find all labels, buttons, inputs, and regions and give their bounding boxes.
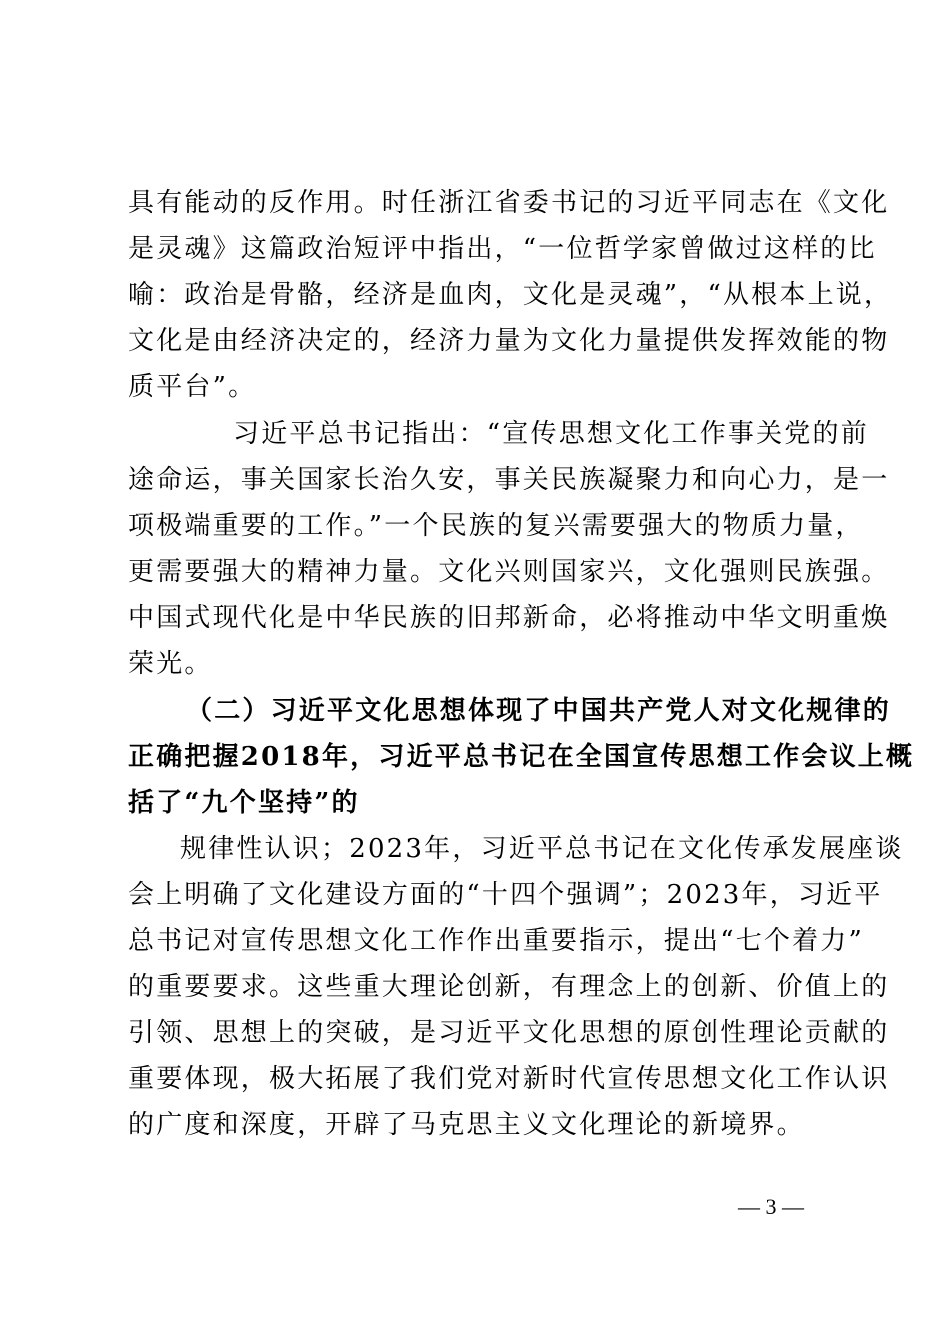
text-line: 具有能动的反作用。时任浙江省委书记的习近平同志在《文化 bbox=[128, 188, 890, 218]
paragraph-2 bbox=[128, 411, 890, 687]
text-line: 习近平总书记指出：“宣传思想文化工作事关党的前 bbox=[233, 419, 869, 449]
text-line: 更需要强大的精神力量。文化兴则国家兴，文化强则民族强。 bbox=[128, 557, 890, 587]
text-line: 总书记对宣传思想文化工作作出重要指示，提出“七个着力” bbox=[128, 926, 864, 956]
text-line: 的广度和深度，开辟了马克思主义文化理论的新境界。 bbox=[128, 1110, 805, 1140]
text-line: 是灵魂》这篇政治短评中指出，“一位哲学家曾做过这样的比 bbox=[128, 234, 877, 264]
page-number: — 3 — bbox=[738, 1194, 804, 1219]
text-line: 项极端重要的工作。”一个民族的复兴需要强大的物质力量， bbox=[128, 511, 864, 541]
text-line: 喻：政治是骨骼，经济是血肉，文化是灵魂”，“从根本上说， bbox=[128, 280, 893, 310]
text-line: 途命运，事关国家长治久安，事关民族凝聚力和向心力，是一 bbox=[128, 465, 890, 495]
text-line: 引领、思想上的突破，是习近平文化思想的原创性理论贡献的 bbox=[128, 1018, 890, 1048]
paragraph-1 bbox=[128, 180, 893, 410]
paragraph-4 bbox=[128, 826, 904, 1148]
text-line: 文化是由经济决定的，经济力量为文化力量提供发挥效能的物 bbox=[128, 326, 890, 356]
text-line: 重要体现，极大拓展了我们党对新时代宣传思想文化工作认识 bbox=[128, 1064, 890, 1094]
text-line: 质平台”。 bbox=[128, 372, 257, 402]
text-line: 中国式现代化是中华民族的旧邦新命，必将推动中华文明重焕 bbox=[128, 603, 890, 633]
text-line: 规律性认识；2023年，习近平总书记在文化传承发展座谈 bbox=[180, 834, 904, 864]
text-line: 会上明确了文化建设方面的“十四个强调”；2023年，习近平 bbox=[128, 880, 883, 910]
section-heading-line: （二）习近平文化思想体现了中国共产党人对文化规律的 bbox=[186, 696, 892, 726]
text-line: 的重要要求。这些重大理论创新，有理念上的创新、价值上的 bbox=[128, 972, 890, 1002]
section-heading-paragraph bbox=[128, 688, 915, 826]
section-heading-line: 括了“九个坚持”的 bbox=[128, 788, 360, 818]
section-heading-line: 正确把握2018年，习近平总书记在全国宣传思想工作会议上概 bbox=[128, 742, 915, 772]
text-line: 荣光。 bbox=[128, 649, 213, 679]
